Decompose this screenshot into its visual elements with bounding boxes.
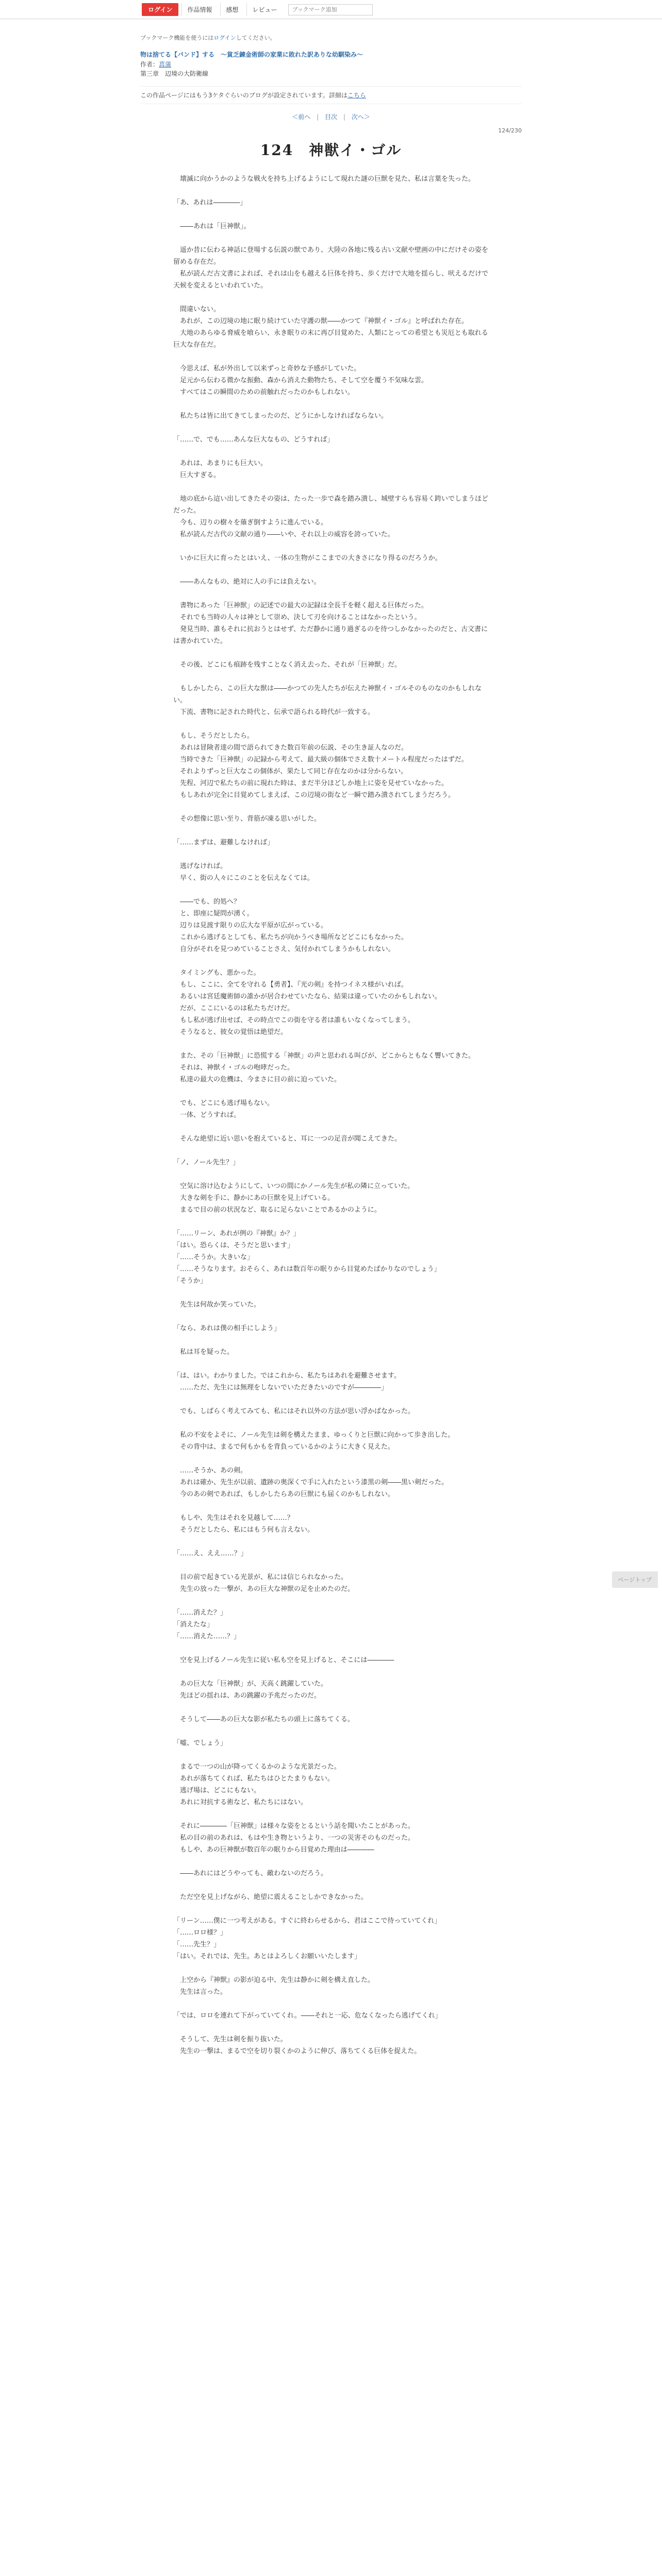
- body-paragraph: 「なら、あれは僕の相手にしよう」: [173, 1324, 281, 1332]
- body-paragraph: 大きな剣を手に、静かにあの巨獣を見上げている。: [173, 1194, 335, 1202]
- body-paragraph: [173, 185, 489, 197]
- body-paragraph: 「……ロロ様？」: [173, 1928, 227, 1937]
- body-paragraph: もし、ここに、全てを守れる【勇者】、『光の剣』を持つイネス様がいれば。: [173, 980, 408, 989]
- body-paragraph: 上空から『神獣』の影が迫る中、先生は静かに剣を構え直した。: [173, 1976, 375, 1984]
- body-paragraph: [173, 1358, 489, 1370]
- body-paragraph: それよりずっと巨大なこの個体が、果たして同じ存在なのかは分からない。: [173, 767, 408, 775]
- body-paragraph: [173, 1702, 489, 1714]
- author-link[interactable]: 菖蒲: [159, 60, 172, 68]
- body-paragraph: そうして――あの巨大な影が私たちの頭上に落ちてくる。: [173, 1715, 354, 1723]
- body-paragraph: [173, 588, 489, 600]
- body-paragraph: その背中は、まるで何もかもを背負っているかのように大きく見えた。: [173, 1443, 394, 1451]
- body-paragraph: [173, 1334, 489, 1346]
- body-paragraph: そんな絶望に近い思いを抱えていると、耳に一つの足音が聞こえてきた。: [173, 1134, 402, 1143]
- body-paragraph: そうして、先生は剣を振り抜いた。: [173, 2035, 287, 2043]
- body-paragraph: [173, 1394, 489, 1405]
- episode-pager: [140, 112, 522, 121]
- body-paragraph: 今思えば、私が外出して以来ずっと奇妙な予感がしていた。: [173, 364, 361, 372]
- nav-item-reviews[interactable]: レビュー: [246, 3, 282, 16]
- body-paragraph: まるで一つの山が降ってくるかのような光景だった。: [173, 1762, 341, 1771]
- body-paragraph: [173, 1856, 489, 1868]
- body-paragraph: 私たちは皆に出てきてしまったのだ、どうにかしなければならない。: [173, 412, 388, 420]
- body-paragraph: 遥か昔に伝わる神話に登場する伝説の獣であり、大陸の各地に残る古い文献や壁画の中にだけその姿を留める存在だ。: [173, 246, 489, 266]
- body-paragraph: [173, 209, 489, 221]
- body-paragraph: 下流、書物に記された時代と、伝承で語られる時代が一致する。: [173, 708, 375, 716]
- body-paragraph: [173, 671, 489, 683]
- body-paragraph: [173, 825, 489, 837]
- notice-prefix: ブックマーク機能を使うには: [140, 35, 214, 41]
- body-paragraph: [173, 1216, 489, 1228]
- series-note-text: この作品ページにはもう3ケタぐらいのブログが設定されています。詳細は: [140, 91, 347, 99]
- body-paragraph: 早く、街の人々にこのことを伝えなくては。: [173, 874, 314, 882]
- body-paragraph: [173, 1998, 489, 2010]
- body-paragraph: [173, 564, 489, 576]
- body-paragraph: 私が読んだ古代の文献の通り――いや、それ以上の威容を誇っていた。: [173, 530, 394, 538]
- body-paragraph: 「……消えた……？」: [173, 1632, 241, 1640]
- body-paragraph: 「嘘、でしょう」: [173, 1739, 227, 1747]
- pager-separator: |: [317, 113, 319, 121]
- body-paragraph: 「あ、あれは――――」: [173, 198, 247, 207]
- body-paragraph: それは、神獣イ・ゴルの咆哮だった。: [173, 1063, 294, 1072]
- body-paragraph: [173, 481, 489, 493]
- novel-meta: [140, 50, 522, 79]
- body-paragraph: 壊滅に向かうかのような戦火を持ち上げるようにして現れた謎の巨獣を見た、私は言葉を失った。: [173, 175, 475, 183]
- body-paragraph: その想像に思い至り、背筋が凍る思いがした。: [173, 815, 321, 823]
- body-paragraph: [173, 1500, 489, 1512]
- body-paragraph: [173, 1287, 489, 1299]
- chapter-name: 第三章 辺境の大防衛線: [140, 70, 209, 78]
- index-link[interactable]: 目次: [324, 113, 337, 121]
- pager-separator: |: [343, 113, 345, 121]
- body-paragraph: 「……先生？」: [173, 1940, 221, 1948]
- body-paragraph: 逃げ場は、どこにもない。: [173, 1786, 261, 1794]
- body-paragraph: 空を見上げるノール先生に従い私も空を見上げると、そこには――――: [173, 1656, 394, 1664]
- body-paragraph: 先程、河辺で私たちの前に現れた時は、まだ半分ほどしか地上に姿を見せていなかった。: [173, 779, 449, 787]
- body-paragraph: もし、そうだとしたら。: [173, 732, 254, 740]
- body-paragraph: ――でも、的処へ？: [173, 897, 241, 906]
- body-paragraph: [173, 1145, 489, 1157]
- body-paragraph: タイミングも、悪かった。: [173, 969, 260, 977]
- body-paragraph: [173, 1879, 489, 1891]
- body-paragraph: あれは、あまりにも巨大い。: [173, 459, 268, 467]
- body-paragraph: [173, 1903, 489, 1915]
- body-paragraph: [173, 647, 489, 659]
- body-paragraph: 「……そうなります。おそらく、あれは数百年の眠りから目覚めたばかりなのでしょう」: [173, 1265, 441, 1273]
- body-paragraph: 今のあの剣であれば、もしかしたらあの巨獣にも届くのかもしれない。: [173, 1490, 395, 1498]
- body-paragraph: [173, 232, 489, 244]
- body-paragraph: 「……リーン、あれが例の『神獣』か？」: [173, 1229, 300, 1238]
- body-paragraph: そうなると、彼女の覚悟は絶望だ。: [173, 1028, 288, 1036]
- body-paragraph: 巨大すぎる。: [173, 471, 221, 479]
- body-paragraph: 「……え、ええ……？」: [173, 1549, 247, 1557]
- body-paragraph: [173, 1749, 489, 1761]
- body-paragraph: 大地のあらゆる脅威を喰らい、永き眠りの末に再び目覚めた、人類にとっての希望とも災厄とも取れる巨大な存在だ。: [173, 329, 488, 349]
- body-paragraph: 「消えたな」: [173, 1620, 214, 1629]
- body-paragraph: [173, 540, 489, 552]
- body-paragraph: [173, 1725, 489, 1737]
- nav-item-work-info[interactable]: 作品情報: [181, 3, 217, 16]
- body-paragraph: それに――――「巨神獣」は様々な姿をとるという話を聞いたことがあった。: [173, 1822, 415, 1830]
- body-paragraph: [173, 849, 489, 860]
- body-paragraph: これから逃げるとしても、私たちが向かうべき場所などどこにもなかった。: [173, 933, 408, 941]
- body-paragraph: [173, 955, 489, 967]
- body-paragraph: それでも当時の人々は神として崇め、決して刃を向けることはなかったという。: [173, 613, 421, 621]
- body-paragraph: ……ただ、先生には無理をしないでいただきたいのですが――――」: [173, 1383, 388, 1392]
- body-paragraph: 先生の一撃は、まるで空を切り裂くかのように伸び、落ちてくる巨体を捉えた。: [173, 2047, 421, 2055]
- body-paragraph: [173, 1121, 489, 1133]
- body-paragraph: 「そうか」: [173, 1277, 207, 1285]
- body-paragraph: もしや、先生はそれを見越して……？: [173, 1514, 294, 1522]
- body-paragraph: 地の底から這い出してきたその姿は、たった一歩で森を踏み潰し、城壁すらも容易く跨いでしまうほどだった。: [173, 495, 489, 515]
- body-paragraph: あれが落ちてくれば、私たちはひとたまりもない。: [173, 1774, 334, 1783]
- body-paragraph: あれに対抗する術など、私たちにはない。: [173, 1798, 308, 1806]
- episode-number: 124/230: [498, 127, 522, 134]
- body-paragraph: もしあれが完全に目覚めてしまえば、この辺境の街など一瞬で踏み潰されてしまうだろう。: [173, 791, 455, 799]
- body-paragraph: もしや、あの巨神獣が数百年の眠りから目覚めた理由は――――: [173, 1845, 374, 1854]
- body-paragraph: [173, 801, 489, 813]
- body-paragraph: 先生の放った一撃が、あの巨大な神獣の足を止めたのだ。: [173, 1585, 355, 1593]
- body-paragraph: あれが、この辺境の地に眠り続けていた守護の獣――かつて『神獣イ・ゴル』と呼ばれた存在。: [173, 317, 469, 325]
- body-paragraph: 先生は何故か笑っていた。: [173, 1300, 261, 1309]
- body-paragraph: すべてはこの瞬間のための前触れだったのかもしれない。: [173, 388, 354, 396]
- notice-login-link[interactable]: ログイン: [213, 35, 236, 41]
- login-button[interactable]: ログイン: [142, 3, 178, 16]
- body-paragraph: 「は、はい。わかりました。ではこれから、私たちはあれを避難させます。: [173, 1371, 401, 1380]
- body-paragraph: 「……消えた？」: [173, 1608, 227, 1617]
- body-paragraph: ただ空を見上げながら、絶望に震えることしかできなかった。: [173, 1893, 368, 1901]
- body-paragraph: でも、どこにも逃げ場もない。: [173, 1099, 274, 1107]
- body-paragraph: 足元から伝わる微かな振動、森から消えた動物たち、そして空を覆う不気味な雲。: [173, 376, 428, 384]
- body-paragraph: 先ほどの揺れは、あの跳躍の予兆だったのだ。: [173, 1691, 321, 1700]
- body-paragraph: 「はい。恐らくは、そうだと思います」: [173, 1241, 294, 1249]
- body-paragraph: [173, 2022, 489, 2033]
- body-paragraph: あるいは宮廷魔術師の誰かが居合わせていたなら、結果は違っていたのかもしれない。: [173, 992, 442, 1001]
- body-paragraph: [173, 292, 489, 303]
- body-paragraph: [173, 1038, 489, 1050]
- body-paragraph: 「……で、でも……あんな巨大なもの、どうすれば」: [173, 435, 334, 444]
- body-paragraph: 辺りは見渡す限りの広大な平原が広がっている。: [173, 921, 328, 929]
- series-note-link[interactable]: こちら: [347, 91, 366, 99]
- nav-item-impressions[interactable]: 感想: [220, 3, 243, 16]
- body-paragraph: そうだとしたら、私にはもう何も言えない。: [173, 1526, 315, 1534]
- body-paragraph: 私達の最大の危機は、今まさに目の前に迫っていた。: [173, 1075, 341, 1083]
- body-paragraph: 当時できた「巨神獣」の記録から考えて、最大級の個体でさえ数十メートル程度だったはずだ。: [173, 755, 468, 764]
- top-navigation: [142, 3, 373, 16]
- body-paragraph: と、即座に疑問が湧く。: [173, 909, 254, 918]
- page-top-button[interactable]: ページトップ: [612, 1571, 658, 1588]
- body-paragraph: 空気に溶け込むようにして、いつの間にかノール先生が私の隣に立っていた。: [173, 1182, 415, 1190]
- body-paragraph: 逃げなければ。: [173, 862, 227, 870]
- body-paragraph: [173, 1808, 489, 1820]
- body-paragraph: あれは確か、先生が以前、遺跡の奥深くで手に入れたという漆黒の剣――黒い剣だった。: [173, 1478, 449, 1486]
- content-wrapper: [140, 33, 522, 2057]
- body-paragraph: ――あれにはどうやっても、敵わないのだろう。: [173, 1869, 328, 1877]
- body-paragraph: 「リーン……僕に一つ考えがある。すぐに終わらせるから、君はここで待っていてくれ」: [173, 1917, 441, 1925]
- body-paragraph: 私の目の前のあれは、もはや生き物というより、一つの災害そのものだった。: [173, 1834, 415, 1842]
- body-paragraph: また、その「巨神獣」に恐慌する「神獣」の声と思われる叫びが、どこからともなく響いてきた。: [173, 1052, 475, 1060]
- body-paragraph: [173, 351, 489, 363]
- body-paragraph: まるで目の前の状況など、取るに足らないことであるかのように。: [173, 1206, 381, 1214]
- bookmark-input[interactable]: [288, 4, 373, 15]
- next-episode-link[interactable]: 次へ＞: [351, 113, 370, 121]
- prev-episode-link[interactable]: ＜前へ: [292, 113, 311, 121]
- episode-title: 124 神獣イ・ゴル: [260, 141, 402, 159]
- body-paragraph: 私が読んだ古文書によれば、それは山をも越える巨体を持ち、歩くだけで大地を揺らし、吠えるだけで天候を変えるといわれていた。: [173, 269, 489, 290]
- body-paragraph: 「……まずは、避難しなければ」: [173, 838, 274, 846]
- body-paragraph: 一体、どうすれば。: [173, 1111, 241, 1119]
- body-paragraph: [173, 1560, 489, 1571]
- body-paragraph: 書物にあった「巨神獣」の記述での最大の記録は全長千を軽く超える巨体だった。: [173, 601, 428, 609]
- body-paragraph: あの巨大な「巨神獣」が、天高く跳躍していた。: [173, 1680, 328, 1688]
- body-paragraph: [173, 1962, 489, 1974]
- body-paragraph: [173, 1086, 489, 1097]
- body-paragraph: 私は耳を疑った。: [173, 1348, 234, 1356]
- body-paragraph: もしかしたら、この巨大な獣は――かつての先人たちが伝えた神獣イ・ゴルそのものなのかもしれない。: [173, 684, 482, 704]
- body-paragraph: [173, 446, 489, 457]
- body-paragraph: 先生は言った。: [173, 1988, 227, 1996]
- body-paragraph: だが、ここにいるのは私たちだけだ。: [173, 1004, 294, 1012]
- body-paragraph: 私の不安をよそに、ノール先生は剣を構えたまま、ゆっくりと巨獣に向かって歩き出した。: [173, 1431, 455, 1439]
- body-paragraph: 「はい。それでは、先生。あとはよろしくお願いいたします」: [173, 1952, 361, 1960]
- body-paragraph: [173, 718, 489, 730]
- body-paragraph: あれは冒険者達の間で語られてきた数百年前の伝説、その生き証人なのだ。: [173, 743, 408, 752]
- top-navigation-bar: [0, 0, 662, 19]
- body-paragraph: [173, 1168, 489, 1180]
- body-paragraph: 「ノ、ノール先生？」: [173, 1158, 240, 1166]
- notice-suffix: してください。: [236, 35, 276, 41]
- novel-body: [140, 173, 522, 2057]
- body-paragraph: ……そうか、あの剣。: [173, 1466, 247, 1475]
- body-paragraph: [173, 1666, 489, 1678]
- body-paragraph: [173, 1311, 489, 1323]
- body-paragraph: ――あんなもの、絶対に人の手には負えない。: [173, 578, 321, 586]
- body-paragraph: 「……そうか。大きいな」: [173, 1253, 254, 1261]
- body-paragraph: ――あれは「巨神獣」。: [173, 222, 251, 230]
- body-paragraph: 目の前で起きている光景が、私には信じられなかった。: [173, 1573, 348, 1581]
- body-paragraph: もし私が逃げ出せば、その時点でこの街を守る者は誰もいなくなってしまう。: [173, 1016, 415, 1024]
- body-paragraph: [173, 1417, 489, 1429]
- body-paragraph: 自分がそれを見つめていることさえ、気付かれてしまうかもしれない。: [173, 945, 395, 953]
- body-paragraph: いかに巨大に育ったとはいえ、一体の生物がここまでの大きさになり得るのだろうか。: [173, 554, 442, 562]
- body-paragraph: [173, 1642, 489, 1654]
- body-paragraph: [173, 1595, 489, 1607]
- body-paragraph: [173, 1536, 489, 1548]
- body-paragraph: 「では、ロロを連れて下がっていてくれ。――それと一応、危なくなったら逃げてくれ」: [173, 2011, 442, 2020]
- body-paragraph: 今も、辺りの樹々を薙ぎ倒すように進んでいる。: [173, 518, 328, 527]
- novel-author: [140, 60, 522, 70]
- series-note: [140, 86, 522, 104]
- body-paragraph: [173, 884, 489, 896]
- body-paragraph: [173, 1453, 489, 1465]
- body-paragraph: その後、どこにも痕跡を残すことなく消え去った、それが「巨神獣」だ。: [173, 660, 402, 669]
- body-paragraph: [173, 422, 489, 434]
- author-label: 作者：: [140, 60, 159, 68]
- body-paragraph: 間違いない。: [173, 305, 221, 313]
- novel-title-link[interactable]: 物は捨てる【バンド】する ～貧乏錬金術師の家業に敗れた訳ありな幼馴染み～: [140, 51, 363, 58]
- login-notice: [140, 33, 522, 42]
- body-paragraph: でも、しばらく考えてみても、私にはそれ以外の方法が思い浮かばなかった。: [173, 1407, 415, 1415]
- body-paragraph: 発見当時、誰もそれに抗おうとはせず、ただ静かに通り過ぎるのを待つしかなかったのだと、古文書には書かれていた。: [173, 625, 488, 645]
- body-paragraph: [173, 398, 489, 410]
